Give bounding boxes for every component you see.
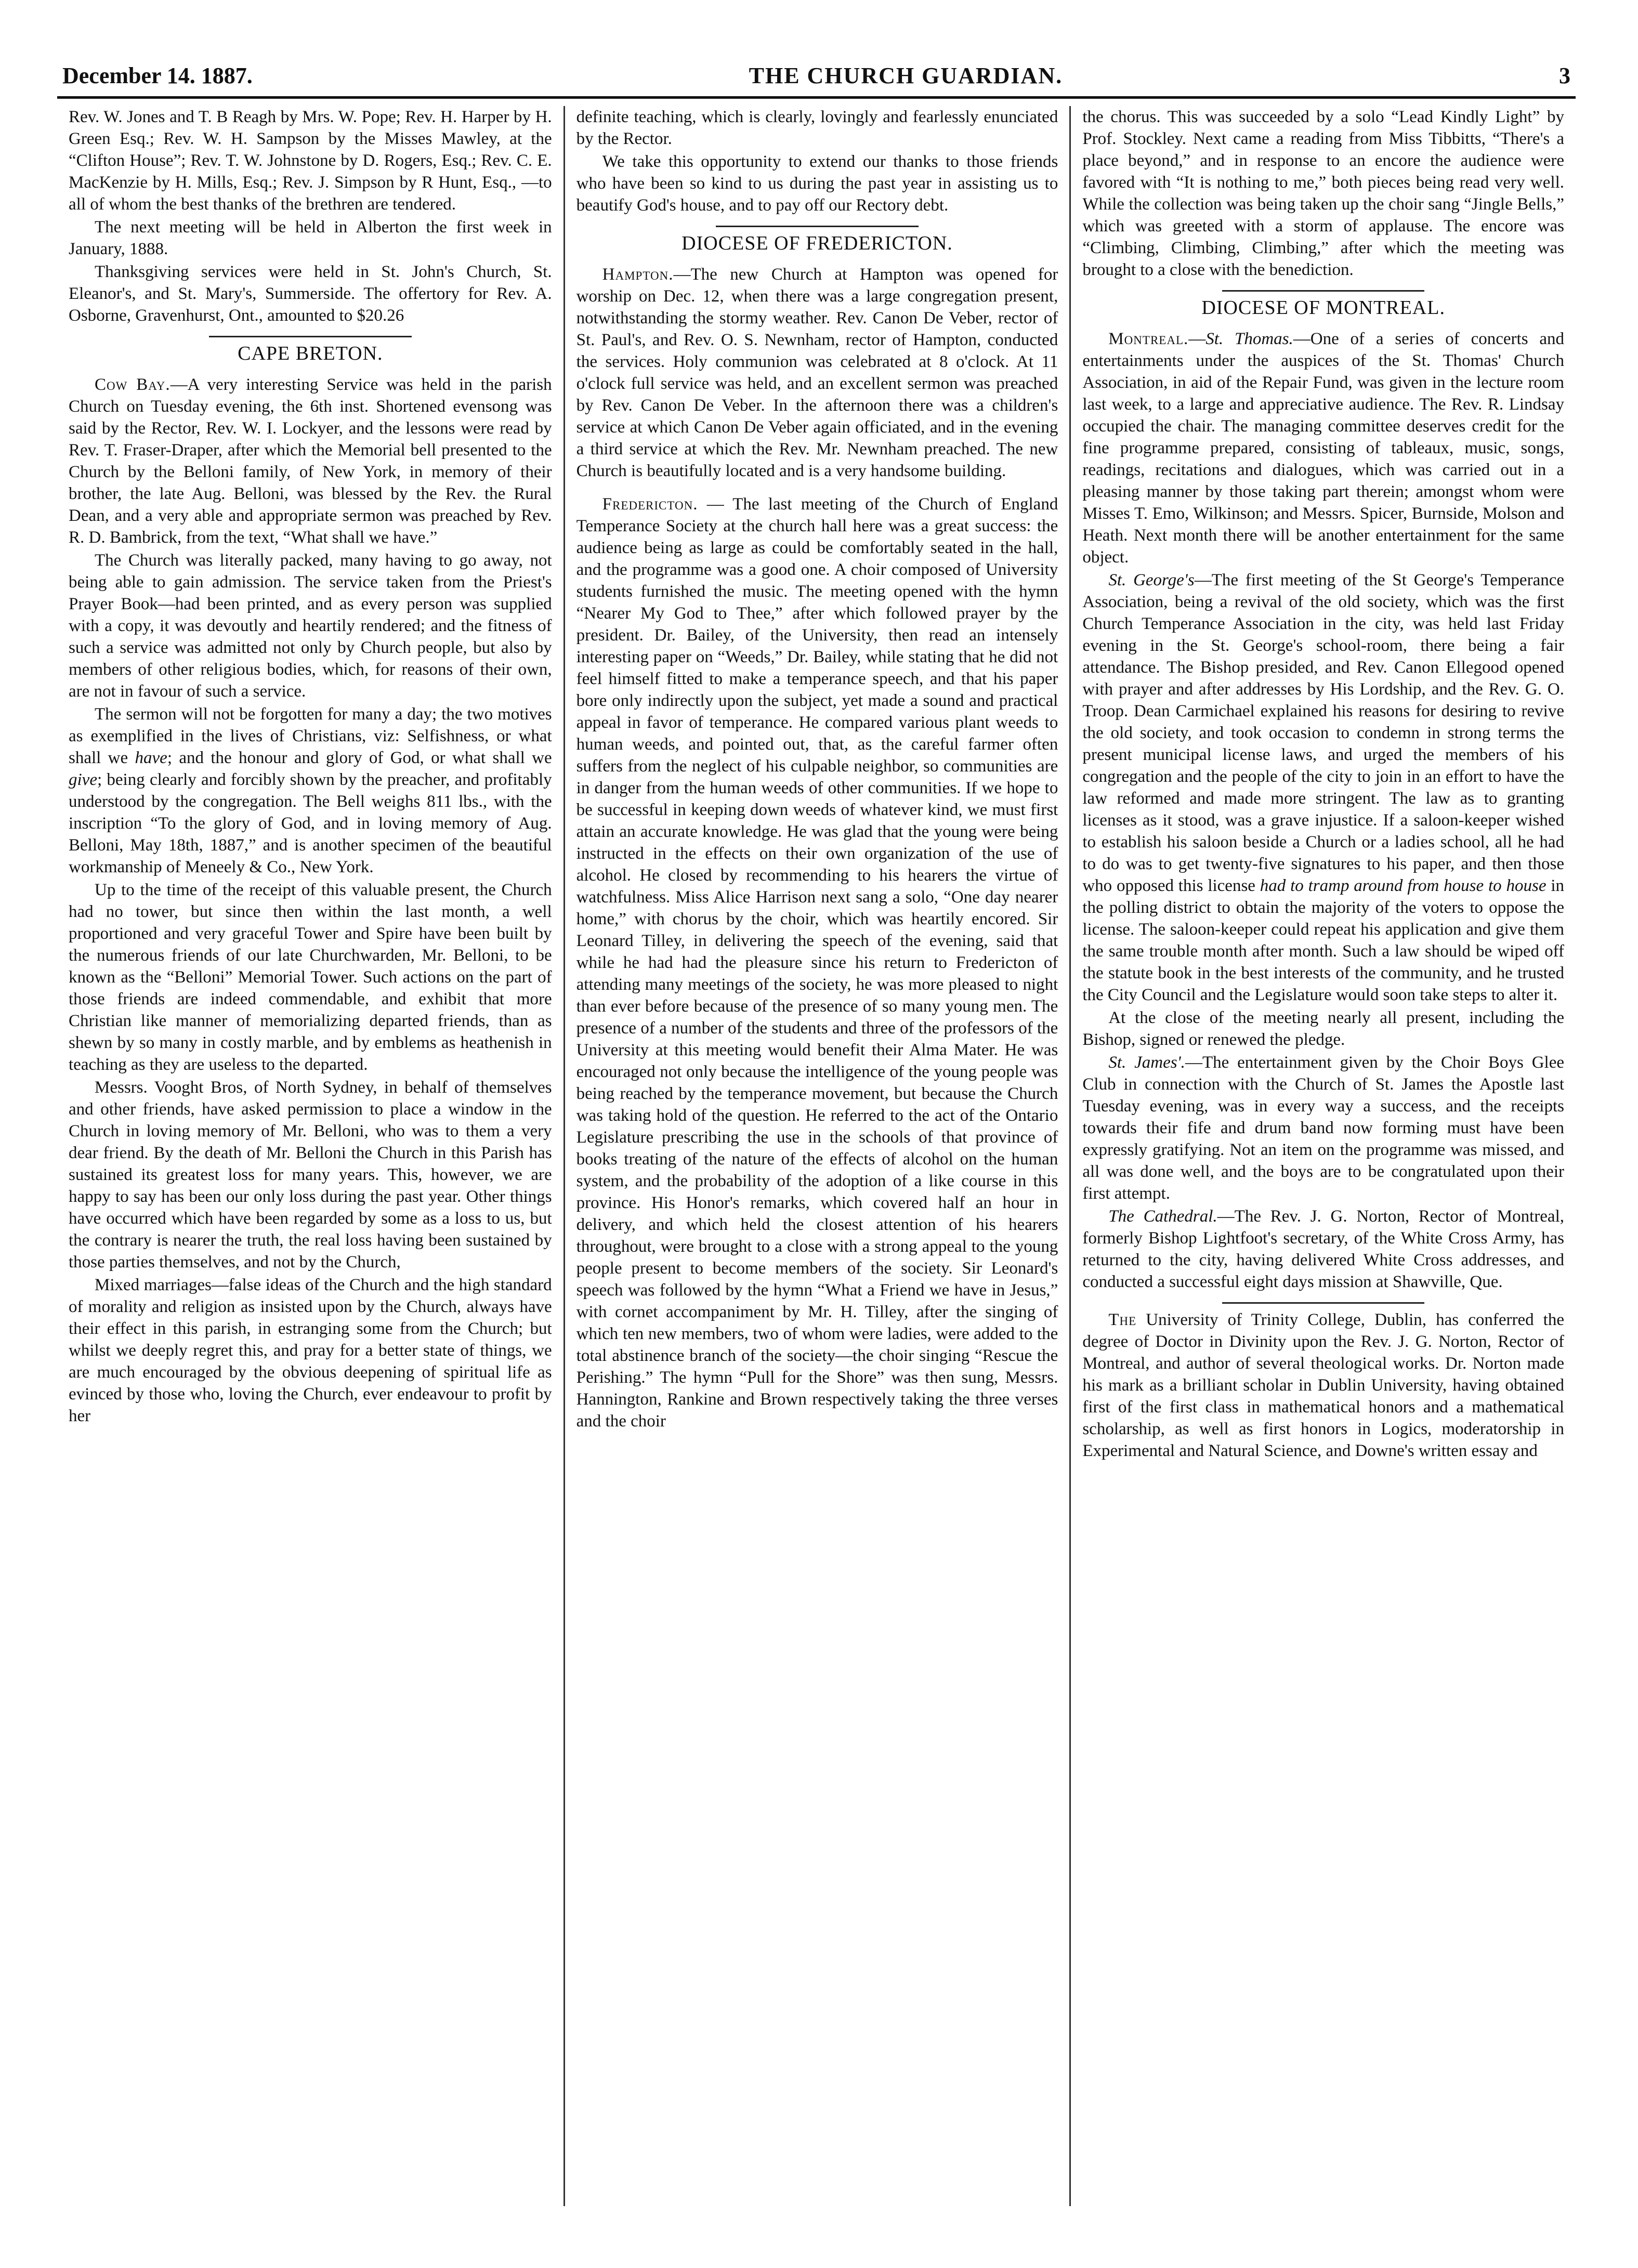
section-rule [1222,290,1424,292]
paragraph: Rev. W. Jones and T. B Reagh by Mrs. W. Pope; Rev. H. Harper by H. Green Esq.; Rev. W. H. Sampson by the Misses Mawley, at the “Clifton House”; Rev. T. W. Johnstone by D. Rogers, Esq.; Rev. C. E. MacKenzie by H. Mills, Esq.; Rev. J. Simpson by R Hunt, Esq., —to all of whom the best thanks of the brethren are tendered. [69,108,552,214]
paragraph: At the close of the meeting nearly all present, including the Bishop, signed or renewed the pledge. [1082,1008,1564,1049]
paragraph: the chorus. This was succeeded by a solo “Lead Kindly Light” by Prof. Stockley. Next came a reading from Miss Tibbitts, “There's a place beyond,” and in response to an encore the audience were favored with “It is nothing to me,” both pieces being read very well. While the collection was being taken up the choir sang “Jingle Bells,” which was greeted with a storm of applause. The encore was “Climbing, Climbing, Climbing,” after which the meeting was brought to a close with the benediction. [1082,108,1564,279]
lead-word: The [1108,1310,1137,1329]
page-number: 3 [1558,63,1570,88]
paragraph-text: —A very interesting Service was held in the parish Church on Tuesday evening, the 6th inst. Shortened evensong was said by the Rector, Rev. W. I. Lockyer, and the lessons were read by Rev. T. Fraser-Draper, after which the Memorial bell presented to the Church by the Belloni family, of New York, in memory of their brother, the late Aug. Belloni, was blessed by the Rev. the Rural Dean, and a very able and appropriate sermon was preached by Rev. R. D. Bambrick, from the text, “What shall we have.” [69,375,552,547]
subhead: St. George's [1108,571,1195,589]
paragraph: Montreal.—St. Thomas.—One of a series of concerts and entertainments under the auspices of the St. Thomas' Church Association, in aid of the Repair Fund, was given in the lecture room last week, to a large and appreciative audience. The Rev. R. Lindsay occupied the chair. The managing committee deserves credit for the fine programme prepared, consisting of tableaux, music, songs, readings, recitations and dialogues, which was carried out in a pleasing manner by those taking part therein; amongst whom were Misses T. Emo, Wilkinson; and Messrs. Spicer, Burnside, Molson and Heath. Next month there will be another entertainment for the same object. [1082,330,1564,567]
paragraph-text: —One of a series of concerts and entertainments under the auspices of the St. Thomas' Church Association, in aid of the Repair Fund, was given in the lecture room last week, to a large and appreciative audience. The Rev. R. Lindsay occupied the chair. The managing committee deserves credit for the fine programme prepared, consisting of tableaux, music, songs, readings, recitations and dialogues, which was carried out in a pleasing manner by those taking part therein; amongst whom were Misses T. Emo, Wilkinson; and Messrs. Spicer, Burnside, Molson and Heath. Next month there will be another entertainment for the same object. [1082,330,1564,567]
text-run: The sermon will not be forgotten for many a day; the two motives as exemplified in the lives of Christians, viz: Selfishness, or what shall we [69,705,552,767]
section-heading-fredericton: DIOCESE OF FREDERICTON. [682,232,953,254]
dateline: Cow Bay. [95,375,171,394]
text-run: ; and the honour and glory of God, or what shall we [167,749,552,767]
article-columns [57,106,1576,2206]
paragraph [1082,1205,1564,1293]
paragraph: The next meeting will be held in Alberton the first week in January, 1888. [69,218,552,258]
paragraph: The Church was literally packed, many having to go away, not being able to gain admission. The service taken from the Priest's Prayer Book—had been printed, and as every person was supplied with a copy, it was devoutly and heartily rendered; and the fitness of such a service was admitted not only by Church people, but also by members of other religious bodies, which, for reasons of their own, are not in favour of such a service. [69,551,552,701]
newspaper-title: THE CHURCH GUARDIAN. [749,63,1063,88]
text-run: in the polling district to obtain the majority of the voters to oppose the license. The saloon-keeper could repeat his application and give them the same trouble month after month. Such a law should be wiped off the statute book in the best interests of the community, and he trusted the City Council and the Legislature would soon take steps to alter it. [1082,876,1564,1004]
paragraph: definite teaching, which is clearly, lovingly and fearlessly enunciated by the Rector. [576,108,1058,148]
text-run: —The first meeting of the St George's Temperance Association, being a revival of the old society, which was the first Church Temperance Association in the city, was held last Friday evening in the St. George's school-room, there being a fair attendance. The Bishop presided, and Rev. Canon Ellegood opened with prayer and after addresses by His Lordship, and the Rev. G. O. Troop. Dean Carmichael explained his reasons for desiring to revive the old society, and took occasion to condemn in strong terms the present municipal license laws, and urged the members of his congregation and the people of the city to join in an effort to have the law reformed and made more stringent. The law as to granting licenses as it stood, was a grave injustice. If a saloon-keeper wished to establish his saloon beside a Church or a ladies school, all he had to do was to get twenty-five signatures to his paper, and then those who opposed this license [1082,571,1565,895]
paragraph [1082,1052,1564,1204]
paragraph: Mixed marriages—false ideas of the Church and the high standard of morality and religion as insisted upon by the Church, always have their effect in this parish, in estranging some from the Church; but whilst we deeply regret this, and pray for a better state of things, we are much encouraged by the obvious deepening of spiritual life as evinced by those who, loving the Church, ever endeavour to profit by her [69,1276,552,1425]
text-run: ; being clearly and forcibly shown by the preacher, and profitably understood by the congregation. The Bell weighs 811 lbs., with the inscription “To the glory of God, and in loving memory of Aug. Belloni, May 18th, 1887,” and is another specimen of the beautiful workmanship of Meneely & Co., New York. [69,770,552,876]
paragraph: We take this opportunity to extend our thanks to those friends who have been so kind to us during the past year in assisting us to beautify God's house, and to pay off our Rectory debt. [576,152,1058,215]
dateline: Hampton. [602,265,674,284]
emphasis: had to tramp around from house to house [1260,876,1547,895]
paragraph [69,374,552,548]
subhead: St. James'. [1108,1053,1185,1072]
issue-date: December 14. 1887. [62,63,253,88]
section-rule [716,226,918,227]
paragraph: Up to the time of the receipt of this valuable present, the Church had no tower, but since then within the last month, a well proportioned and very graceful Tower and Spire have been built by the numerous friends of our late Churchwarden, Mr. Belloni, to be known as the “Belloni” Memorial Tower. Such actions on the part of those friends are indeed commendable, and exhibit that more Christian like manner of memorializing departed friends, than as shewn by so many in costly marble, and by emblems as heathenish in teaching as they are useless to the departed. [69,881,552,1074]
masthead [57,62,1576,99]
section-rule [1222,1302,1424,1304]
paragraph [1082,569,1564,1006]
dateline: Montreal. [1108,330,1189,348]
emphasis: have [135,749,167,767]
column-1 [57,106,564,2206]
section-heading-montreal: DIOCESE OF MONTREAL. [1201,297,1445,319]
paragraph [576,264,1058,482]
column-3 [1069,106,1576,2206]
column-2 [564,106,1070,2206]
paragraph [1082,1309,1564,1462]
paragraph: Thanksgiving services were held in St. John's Church, St. Eleanor's, and St. Mary's, Summerside. The offertory for Rev. A. Osborne, Gravenhurst, Ont., amounted to $20.26 [69,263,552,325]
dateline: Fredericton. [602,495,698,514]
paragraph: Messrs. Vooght Bros, of North Sydney, in behalf of themselves and other friends, have asked permission to place a window in the Church in loving memory of Mr. Belloni, who was to them a very dear friend. By the death of Mr. Belloni the Church in this Parish has sustained its greatest loss for many years. This, however, we are happy to say has been our only loss during the past year. Other things have occurred which have been regarded by some as a loss to us, but the contrary is nearer the truth, the real loss having been sustained by those parties themselves, and not by the Church, [69,1078,552,1271]
paragraph-text: University of Trinity College, Dublin, has conferred the degree of Doctor in Divinity upon the Rev. J. G. Norton, Rector of Montreal, and author of several theological works. Dr. Norton made his mark as a brilliant scholar in Dublin University, having obtained first of the first class in mathematical honors and a mathematical scholarship, as well as first honors in Logics, moderatorship in Experimental and Natural Science, and Downe's written essay and [1082,1310,1564,1460]
emphasis: give [69,770,97,789]
paragraph [576,493,1058,1432]
paragraph-text: —The Rev. J. G. Norton, Rector of Montreal, formerly Bishop Lightfoot's secretary, of the White Cross Army, has returned to the city, having delivered White Cross addresses, and conducted a successful eight days mission at Shawville, Que. [1082,1207,1564,1291]
paragraph-text: — The last meeting of the Church of England Temperance Society at the church hall here was a great success: the audience being as large as could be comfortably seated in the hall, and the programme was a good one. A choir composed of University students furnished the music. The meeting opened with the hymn “Nearer My God to Thee,” after which followed prayer by the president. Dr. Bailey, of the University, then read an intensely interesting paper on “Weeds,” Dr. Bailey, while stating that he did not feel himself fitted to make a temperance speech, and that his paper bore only indirectly upon the subject, yet made a sound and practical appeal in favor of temperance. He compared various plant weeds to human weeds, and pointed out, that, as the careful farmer often suffers from the neglect of his culpable neighbor, so communities are in danger from the human weeds of other communities. If we hope to be successful in keeping down weeds of whatever kind, we must first attain an accurate knowledge. He was glad that the young were being instructed in the effects on their own organization of the use of alcohol. He closed by recommending to his hearers the virtue of watchfulness. Miss Alice Harrison next sang a solo, “One day nearer home,” with chorus by the choir, which was heartily encored. Sir Leonard Tilley, in delivering the speech of the evening, said that while he had had the pleasure since his return to Fredericton of attending many meetings of the society, he was more pleased to night than ever before because of the presence of so many young men. The presence of a number of the students and three of the professors of the University at this meeting would benefit their Alma Mater. He was encouraged not only because the intelligence of the young people was being reached by the temperance movement, but because the Church was taking hold of the question. He referred to the act of the Ontario Legislature prescribing the use in the schools of that province of books treating of the nature of the effects of alcohol on the human system, and the probability of the adoption of a like course in this province. His Honor's remarks, which covered half an hour in delivery, and which held the closest attention of his hearers throughout, were brought to a close with a strong appeal to the young people present to become members of the society. Sir Leonard's speech was followed by the hymn “What a Friend we have in Jesus,” with cornet accompaniment by Mr. H. Tilley, after the singing of which ten new members, two of whom were ladies, were added to the total abstinence branch of the society—the choir singing “Rescue the Perishing.” The hymn “Pull for the Shore” was then sung, Messrs. Hannington, Rankine and Brown respectively taking the three verses and the choir [576,495,1058,1431]
subhead: St. Thomas. [1205,330,1293,348]
paragraph-text: —The entertainment given by the Choir Boys Glee Club in connection with the Church of St. James the Apostle last Tuesday evening, was in every way a success, and the receipts towards their fife and drum band now forming must have been expressly gratifying. Not an item on the programme was missed, and all was done well, and the boys are to be congratulated upon their first attempt. [1082,1053,1564,1203]
section-heading-cape-breton: CAPE BRETON. [238,343,383,364]
paragraph [69,703,552,878]
section-rule [209,336,412,337]
paragraph-text: —The new Church at Hampton was opened for worship on Dec. 12, when there was a large congregation present, notwithstanding the stormy weather. Rev. Canon De Veber, rector of St. Paul's, and Rev. O. S. Newnham, rector of Hampton, conducted the services. Holy communion was celebrated at 8 o'clock. At 11 o'clock full service was held, and an excellent sermon was preached by Rev. Canon De Veber. In the afternoon there was a children's service at which Canon De Veber again officiated, and in the evening a third service at which the Rev. Mr. Newnham preached. The new Church is beautifully located and is a very handsome building. [576,265,1058,480]
subhead: The Cathedral. [1108,1207,1217,1226]
